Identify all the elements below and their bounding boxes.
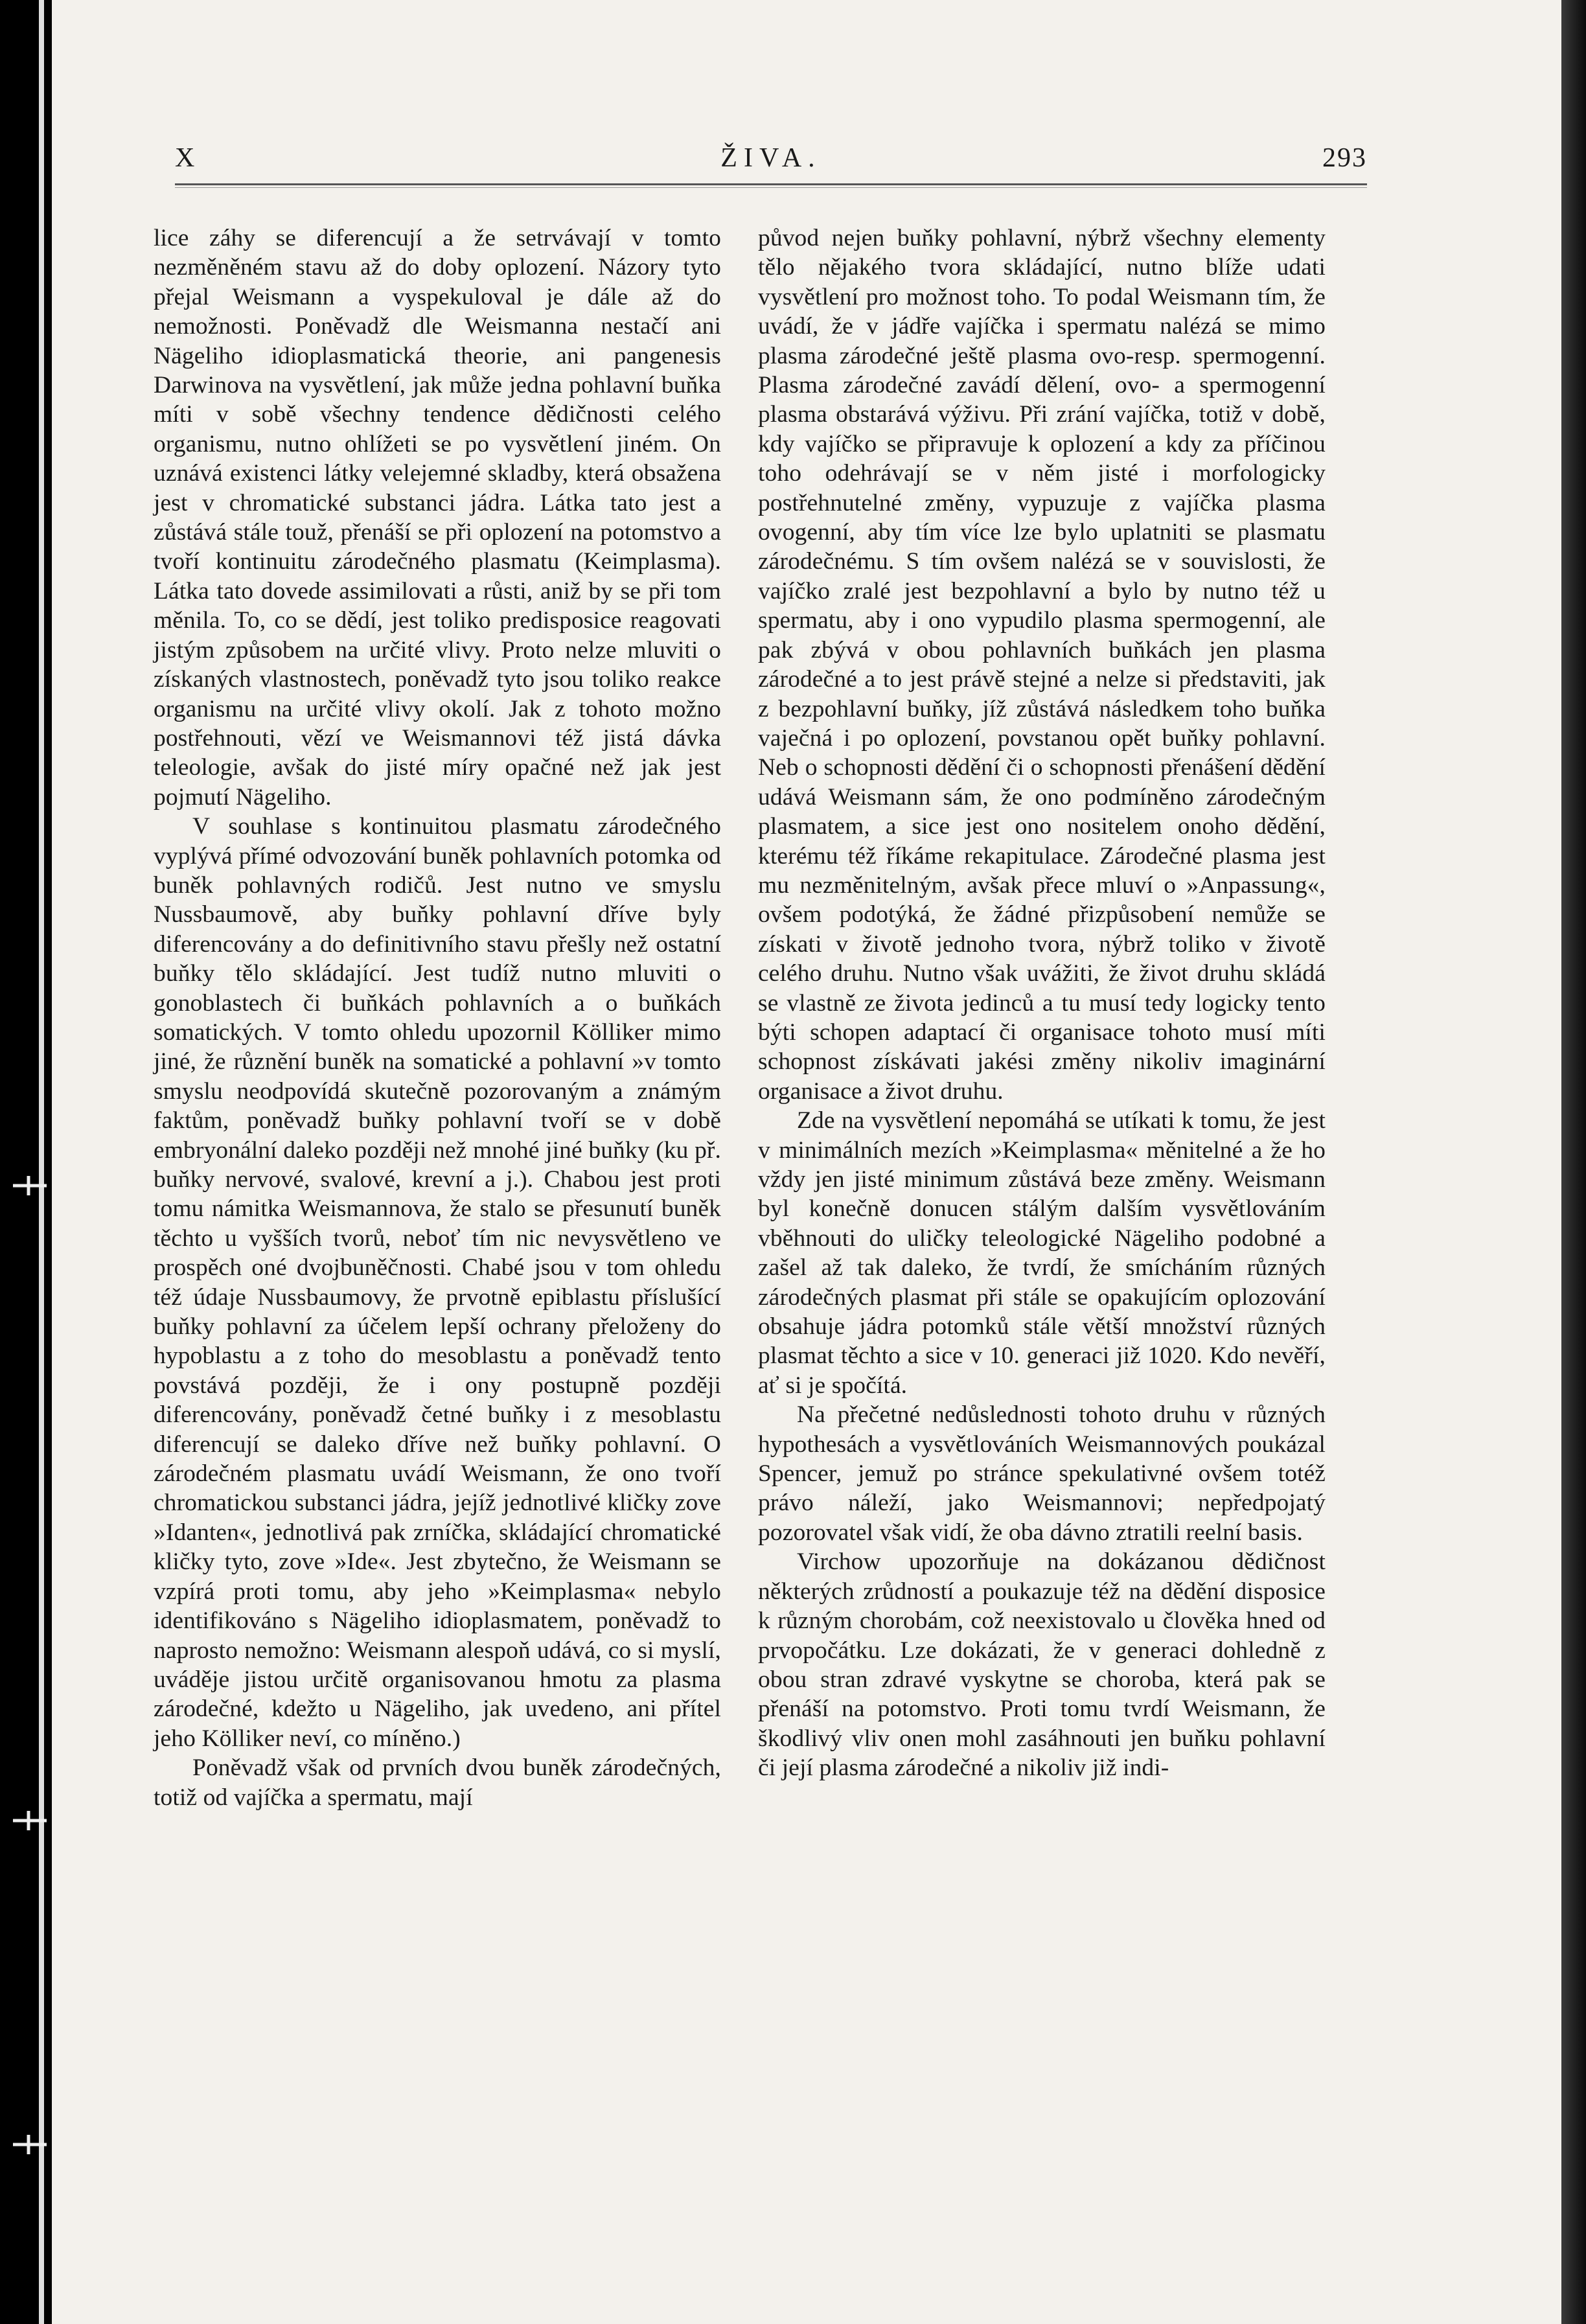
header-rule bbox=[175, 183, 1367, 188]
page-edge-line bbox=[39, 0, 44, 2324]
left-column bbox=[154, 224, 721, 1812]
paragraph: Virchow upozorňuje na dokázanou dědičnost některých zrůdností a poukazuje též na dědění disposice k různým chorobám, což neexistovalo u člověka hned od prvopočátku. Lze dokázati, že v generaci dohledně z obou stran zdravé vyskytne se choroba, která pak se přenáší na potomstvo. Proti tomu tvrdí Weismann, že škodlivý vliv onen mohl zasáhnouti jen buňku pohlavní či její plasma zárodečné a nikoliv již indi- bbox=[758, 1548, 1326, 1782]
journal-title: ŽIVA. bbox=[720, 143, 822, 173]
running-head bbox=[175, 143, 1367, 179]
paragraph: původ nejen buňky pohlavní, nýbrž všechny elementy tělo nějakého tvora skládající, nutno blíže udati vysvětlení pro možnost toho. To podal Weismann tím, že uvádí, že v jádře vajíčka i spermatu nalézá se mimo plasma zárodečné ještě plasma ovo-resp. spermogenní. Plasma zárodečné zavádí dělení, ovo- a spermogenní plasma obstarává výživu. Při zrání vajíčka, totiž v době, kdy vajíčko se připravuje k oplození a kdy za příčinou toho odehrávají se v něm jisté i morfologicky postřehnutelné změny, vypuzuje z vajíčka plasma ovogenní, aby tím více lze bylo uplatniti se plasmatu zárodečnému. S tím ovšem nalézá se v souvislosti, že vajíčko zralé jest bezpohlavní a bylo by nutno též u spermatu, aby i ono vypudilo plasma spermogenní, ale pak zbývá v obou pohlavních buňkách jen plasma zárodečné a to jest právě stejné a nelze si představiti, jak z bezpohlavní buňky, jíž zůstává následkem toho buňka vaječná i po oplození, povstanou opět buňky pohlavní. Neb o schopnosti dědění či o schopnosti přenášení dědění udává Weismann sám, že ono podmíněno zárodečným plasmatem, a sice jest ono nositelem onoho dědění, kterému též říkáme rekapitulace. Zárodečné plasma jest mu nezměnitelným, avšak přece mluví o »Anpassung«, ovšem podotýká, že žádné přizpůsobení nemůže se získati v životě jednoho tvora, nýbrž toliko v životě celého druhu. Nutno však uvážiti, že život druhu skládá se vlastně ze života jedinců a tu musí tedy logicky tento býti schopen adaptací či organisace tohoto musí míti schopnost získávati jakési změny nikoliv imaginární organisace a život druhu. bbox=[758, 225, 1326, 1105]
volume-number: X bbox=[175, 143, 196, 173]
paragraph: Poněvadž však od prvních dvou buněk zárodečných, totiž od vajíčka a spermatu, mají bbox=[154, 1755, 721, 1811]
binding-marks bbox=[0, 0, 52, 2324]
paragraph: Zde na vysvětlení nepomáhá se utíkati k tomu, že jest v minimálních mezích »Keimplasma« měnitelné a že ho vždy jen jisté minimum zůstává beze změny. Weismann byl konečně donucen stálým dalším vysvětlováním vběhnouti do uličky teleologické Nägeliho podobné a zašel až tak daleko, že tvrdí, že smícháním různých zárodečných plasmat při stále se opakujícím oplozování obsahuje jádra potomků stále větší množství různých plasmat těchto a sice v 10. generaci již 1020. Kdo nevěří, ať si je spočítá. bbox=[758, 1107, 1326, 1399]
page-number: 293 bbox=[1322, 143, 1367, 173]
paragraph: lice záhy se diferencují a že setrvávají v tomto nezměněném stavu až do doby oplození. Názory tyto přejal Weismann a vyspekuloval je dále až do nemožnosti. Poněvadž dle Weismanna nestačí ani Nägeliho idioplasmatická theorie, ani pangenesis Darwinova na vysvětlení, jak může jedna pohlavní buňka míti v sobě všechny tendence dědičnosti celého organismu, nutno ohlížeti se po vysvětlení jiném. On uznává existenci látky velejemné skladby, která obsažena jest v chromatické substanci jádra. Látka tato jest a zůstává stále touž, přenáší se při oplození na potomstvo a tvoří kontinuitu zárodečného plasmatu (Keimplasma). Látka tato dovede assimilovati a růsti, aniž by se při tom měnila. To, co se dědí, jest toliko predisposice reagovati jistým způsobem na určité vlivy. Proto nelze mluviti o získaných vlastnostech, poněvadž tyto jsou toliko reakce organismu na určité vlivy okolí. Jak z tohoto možno postřehnouti, vězí ve Weismannovi též jistá dávka teleologie, avšak do jisté míry opačné než jak jest pojmutí Nägeliho. bbox=[154, 225, 721, 811]
scan-right-border bbox=[1561, 0, 1586, 2324]
right-column bbox=[758, 224, 1326, 1783]
paragraph: V souhlase s kontinuitou plasmatu zárodečného vyplývá přímé odvozování buněk pohlavních potomka od buněk pohlavných rodičů. Jest nutno ve smyslu Nussbaumově, aby buňky pohlavní dříve byly diferencovány a do definitivního stavu přešly než ostatní buňky tělo skládající. Jest tudíž nutno mluviti o gonoblastech či buňkách pohlavních a o buňkách somatických. V tomto ohledu upozornil Kölliker mimo jiné, že různění buněk na somatické a pohlavní »v tomto smyslu neodpovídá skutečně pozorovaným a známým faktům, poněvadž buňky pohlavní tvoří se v době embryonální daleko později než mnohé jiné buňky (ku př. buňky nervové, svalové, krevní a j.). Chabou jest proti tomu námitka Weismannova, že stalo se přesunutí buněk těchto u vyšších tvorů, neboť tím nic nevysvětleno ve prospěch oné dvojbuněčnosti. Chabé jsou v tom ohledu též údaje Nussbaumovy, že prvotně epiblastu příslušící buňky pohlavní za účelem lepší ochrany přeloženy do hypoblastu a z toho do mesoblastu a poněvadž tento povstává později, že i ony postupně později diferencovány, poněvadž četné buňky i z mesoblastu diferencují se daleko dříve než buňky pohlavní. O zárodečném plasmatu uvádí Weismann, že ono tvoří chromatickou substanci jádra, jejíž jednotlivé kličky zove »Idanten«, jednotlivá pak zrníčka, skládající chromatické kličky tyto, zove »Ide«. Jest zbytečno, že Weismann se vzpírá proti tomu, aby jeho »Keimplasma« nebylo identifikováno s Nägeliho idioplasmatem, poněvadž to naprosto nemožno: Weismann alespoň udává, co si myslí, uváděje jistou určitě organisovanou hmotu za plasma zárodečné, kdežto u Nägeliho, jak uvedeno, ani přítel jeho Kölliker neví, co míněno.) bbox=[154, 813, 721, 1752]
paragraph: Na přečetné nedůslednosti tohoto druhu v různých hypothesách a vysvětlováních Weismannových poukázal Spencer, jemuž po stránce spekulativné ovšem totéž právo náleží, jako Weismannovi; nepředpojatý pozorovatel však vidí, že oba dávno ztratili reelní basis. bbox=[758, 1401, 1326, 1546]
